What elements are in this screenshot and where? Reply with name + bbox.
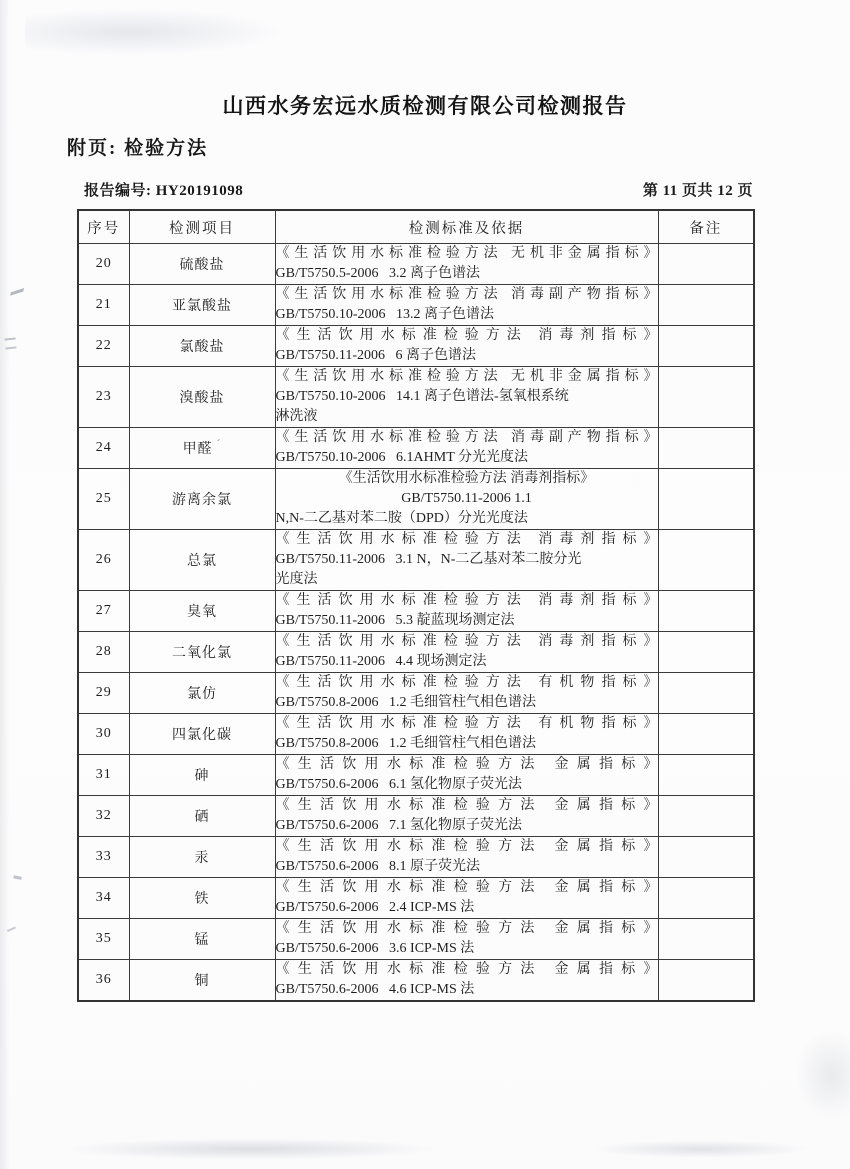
table-row: [78, 960, 754, 1002]
row-no-cell: 22: [78, 326, 129, 367]
header-remark: 备注: [658, 210, 754, 244]
method-line: 《生活饮用水标准检验方法 消毒剂指标》: [275, 634, 658, 649]
row-no-cell: 24: [78, 428, 129, 469]
method-line: GB/T5750.6-2006 4.6 ICP-MS 法: [275, 982, 475, 997]
methods-table-body: [78, 244, 754, 1002]
row-remark-cell: [658, 714, 754, 755]
row-remark-cell: [658, 796, 754, 837]
row-no-cell: 29: [78, 673, 129, 714]
row-remark-cell: [658, 244, 754, 285]
method-line: GB/T5750.10-2006 6.1AHMT 分光光度法: [275, 450, 529, 465]
table-row: [78, 367, 754, 428]
report-number: 报告编号: HY20191098: [84, 183, 244, 199]
row-no-cell: 26: [78, 530, 129, 591]
method-line: 《生活饮用水标准检验方法 金属指标》: [275, 798, 658, 813]
methods-table: [77, 209, 755, 1002]
row-item-cell: 氯酸盐: [129, 326, 275, 367]
row-remark-cell: [658, 837, 754, 878]
method-line: 光度法: [275, 572, 318, 587]
method-line: GB/T5750.6-2006 7.1 氢化物原子荧光法: [275, 818, 523, 833]
method-line: 《生活饮用水标准检验方法 金属指标》: [275, 962, 658, 977]
table-row: [78, 591, 754, 632]
row-remark-cell: [658, 878, 754, 919]
row-no-cell: 28: [78, 632, 129, 673]
scan-artifact: [8, 288, 24, 306]
row-item-cell: 臭氧: [129, 591, 275, 632]
row-no-cell: 36: [78, 960, 129, 1002]
method-line: 《生活饮用水标准检验方法 消毒副产物指标》: [275, 430, 658, 445]
method-line: N,N-二乙基对苯二胺（DPD）分光光度法: [275, 511, 528, 526]
row-remark-cell: [658, 960, 754, 1002]
method-line: GB/T5750.8-2006 1.2 毛细管柱气相色谱法: [275, 736, 537, 751]
table-row: [78, 673, 754, 714]
method-line: 《生活饮用水标准检验方法 有机物指标》: [275, 716, 658, 731]
row-item-cell: 亚氯酸盐: [129, 285, 275, 326]
row-no-cell: 31: [78, 755, 129, 796]
method-line: 《生活饮用水标准检验方法 金属指标》: [275, 880, 658, 895]
report-title: 山西水务宏远水质检测有限公司检测报告: [222, 94, 628, 118]
method-line: 《生活饮用水标准检验方法 消毒剂指标》: [275, 532, 658, 547]
row-method-cell: [275, 244, 658, 285]
method-line: GB/T5750.8-2006 1.2 毛细管柱气相色谱法: [275, 695, 537, 710]
method-line: GB/T5750.11-2006 5.3 靛蓝现场测定法: [275, 613, 515, 628]
row-method-cell: [275, 530, 658, 591]
scan-artifact: [12, 875, 21, 884]
row-method-cell: [275, 591, 658, 632]
table-row: [78, 244, 754, 285]
row-remark-cell: [658, 530, 754, 591]
table-row: [78, 796, 754, 837]
row-method-cell: [275, 367, 658, 428]
row-item-cell: 铁: [129, 878, 275, 919]
table-header-row: [78, 210, 754, 244]
row-item-cell: 四氯化碳: [129, 714, 275, 755]
row-item-cell: 二氧化氯: [129, 632, 275, 673]
row-remark-cell: [658, 428, 754, 469]
table-row: [78, 326, 754, 367]
row-method-cell: [275, 755, 658, 796]
table-row: [78, 285, 754, 326]
method-line: 《生活饮用水标准检验方法 消毒剂指标》: [275, 328, 658, 343]
table-row: [78, 919, 754, 960]
row-method-cell: [275, 673, 658, 714]
row-item-cell: 甲醛 $^ˊ$: [129, 428, 275, 469]
method-line: 《生活饮用水标准检验方法 消毒剂指标》: [338, 471, 595, 486]
method-line: GB/T5750.6-2006 8.1 原子荧光法: [275, 859, 481, 874]
method-line: GB/T5750.6-2006 2.4 ICP-MS 法: [275, 900, 475, 915]
page-indicator: 第 11 页共 12 页: [642, 183, 753, 199]
row-no-cell: 34: [78, 878, 129, 919]
row-item-cell: 溴酸盐: [129, 367, 275, 428]
row-method-cell: [275, 428, 658, 469]
row-remark-cell: [658, 919, 754, 960]
scan-artifact: [25, 8, 285, 56]
row-method-cell: [275, 285, 658, 326]
method-line: 淋洗液: [275, 409, 318, 424]
method-line: 《生活饮用水标准检验方法 无机非金属指标》: [275, 246, 658, 261]
method-line: 《生活饮用水标准检验方法 金属指标》: [275, 757, 658, 772]
row-no-cell: 35: [78, 919, 129, 960]
row-method-cell: [275, 919, 658, 960]
row-method-cell: [275, 878, 658, 919]
row-remark-cell: [658, 673, 754, 714]
table-row: [78, 878, 754, 919]
row-method-cell: [275, 796, 658, 837]
header-no: 序号: [78, 210, 129, 244]
method-line: GB/T5750.11-2006 1.1: [401, 491, 532, 506]
scan-edge-shade: [0, 0, 10, 1169]
row-method-cell: [275, 960, 658, 1002]
table-row: [78, 837, 754, 878]
method-line: GB/T5750.6-2006 6.1 氢化物原子荧光法: [275, 777, 523, 792]
report-meta-row: [84, 179, 753, 200]
row-no-cell: 25: [78, 469, 129, 530]
method-line: GB/T5750.11-2006 6 离子色谱法: [275, 348, 477, 363]
table-row: [78, 469, 754, 530]
row-item-cell: 硫酸盐: [129, 244, 275, 285]
row-remark-cell: [658, 326, 754, 367]
row-item-cell: 硒: [129, 796, 275, 837]
table-row: [78, 428, 754, 469]
method-line: 《生活饮用水标准检验方法 消毒副产物指标》: [275, 287, 658, 302]
row-method-cell: [275, 632, 658, 673]
method-line: GB/T5750.10-2006 14.1 离子色谱法-氢氧根系统: [275, 389, 569, 404]
row-item-cell: 汞: [129, 837, 275, 878]
row-method-cell: [275, 326, 658, 367]
row-remark-cell: [658, 367, 754, 428]
row-no-cell: 32: [78, 796, 129, 837]
method-line: 《生活饮用水标准检验方法 金属指标》: [275, 839, 658, 854]
row-item-cell: 砷: [129, 755, 275, 796]
method-line: GB/T5750.5-2006 3.2 离子色谱法: [275, 266, 481, 281]
attachment-subtitle: 附页: 检验方法: [67, 138, 209, 159]
row-item-cell: 氯仿: [129, 673, 275, 714]
row-item-cell: 铜: [129, 960, 275, 1002]
row-no-cell: 27: [78, 591, 129, 632]
method-line: GB/T5750.11-2006 4.4 现场测定法: [275, 654, 487, 669]
table-row: [78, 714, 754, 755]
row-method-cell: [275, 469, 658, 530]
method-line: 《生活饮用水标准检验方法 有机物指标》: [275, 675, 658, 690]
row-no-cell: 23: [78, 367, 129, 428]
method-line: GB/T5750.10-2006 13.2 离子色谱法: [275, 307, 495, 322]
table-row: [78, 755, 754, 796]
row-remark-cell: [658, 285, 754, 326]
header-method: 检测标准及依据: [275, 210, 658, 244]
row-item-cell: 总氯: [129, 530, 275, 591]
row-item-cell: 游离余氯: [129, 469, 275, 530]
method-line: GB/T5750.11-2006 3.1 N，N-二乙基对苯二胺分光: [275, 552, 582, 567]
row-no-cell: 21: [78, 285, 129, 326]
row-method-cell: [275, 714, 658, 755]
scan-artifact: [590, 1140, 810, 1158]
table-row: [78, 632, 754, 673]
table-row: [78, 530, 754, 591]
row-remark-cell: [658, 591, 754, 632]
stray-ink-mark: ˊ: [216, 438, 222, 450]
row-no-cell: 20: [78, 244, 129, 285]
method-line: 《生活饮用水标准检验方法 消毒剂指标》: [275, 593, 658, 608]
scan-artifact: [60, 1138, 440, 1160]
row-item-cell: 锰: [129, 919, 275, 960]
row-method-cell: [275, 837, 658, 878]
method-line: GB/T5750.6-2006 3.6 ICP-MS 法: [275, 941, 475, 956]
row-no-cell: 33: [78, 837, 129, 878]
method-line: 《生活饮用水标准检验方法 无机非金属指标》: [275, 369, 658, 384]
row-remark-cell: [658, 632, 754, 673]
row-no-cell: 30: [78, 714, 129, 755]
row-remark-cell: [658, 755, 754, 796]
row-remark-cell: [658, 469, 754, 530]
header-item: 检测项目: [129, 210, 275, 244]
scan-artifact: [795, 1030, 850, 1120]
method-line: 《生活饮用水标准检验方法 金属指标》: [275, 921, 658, 936]
